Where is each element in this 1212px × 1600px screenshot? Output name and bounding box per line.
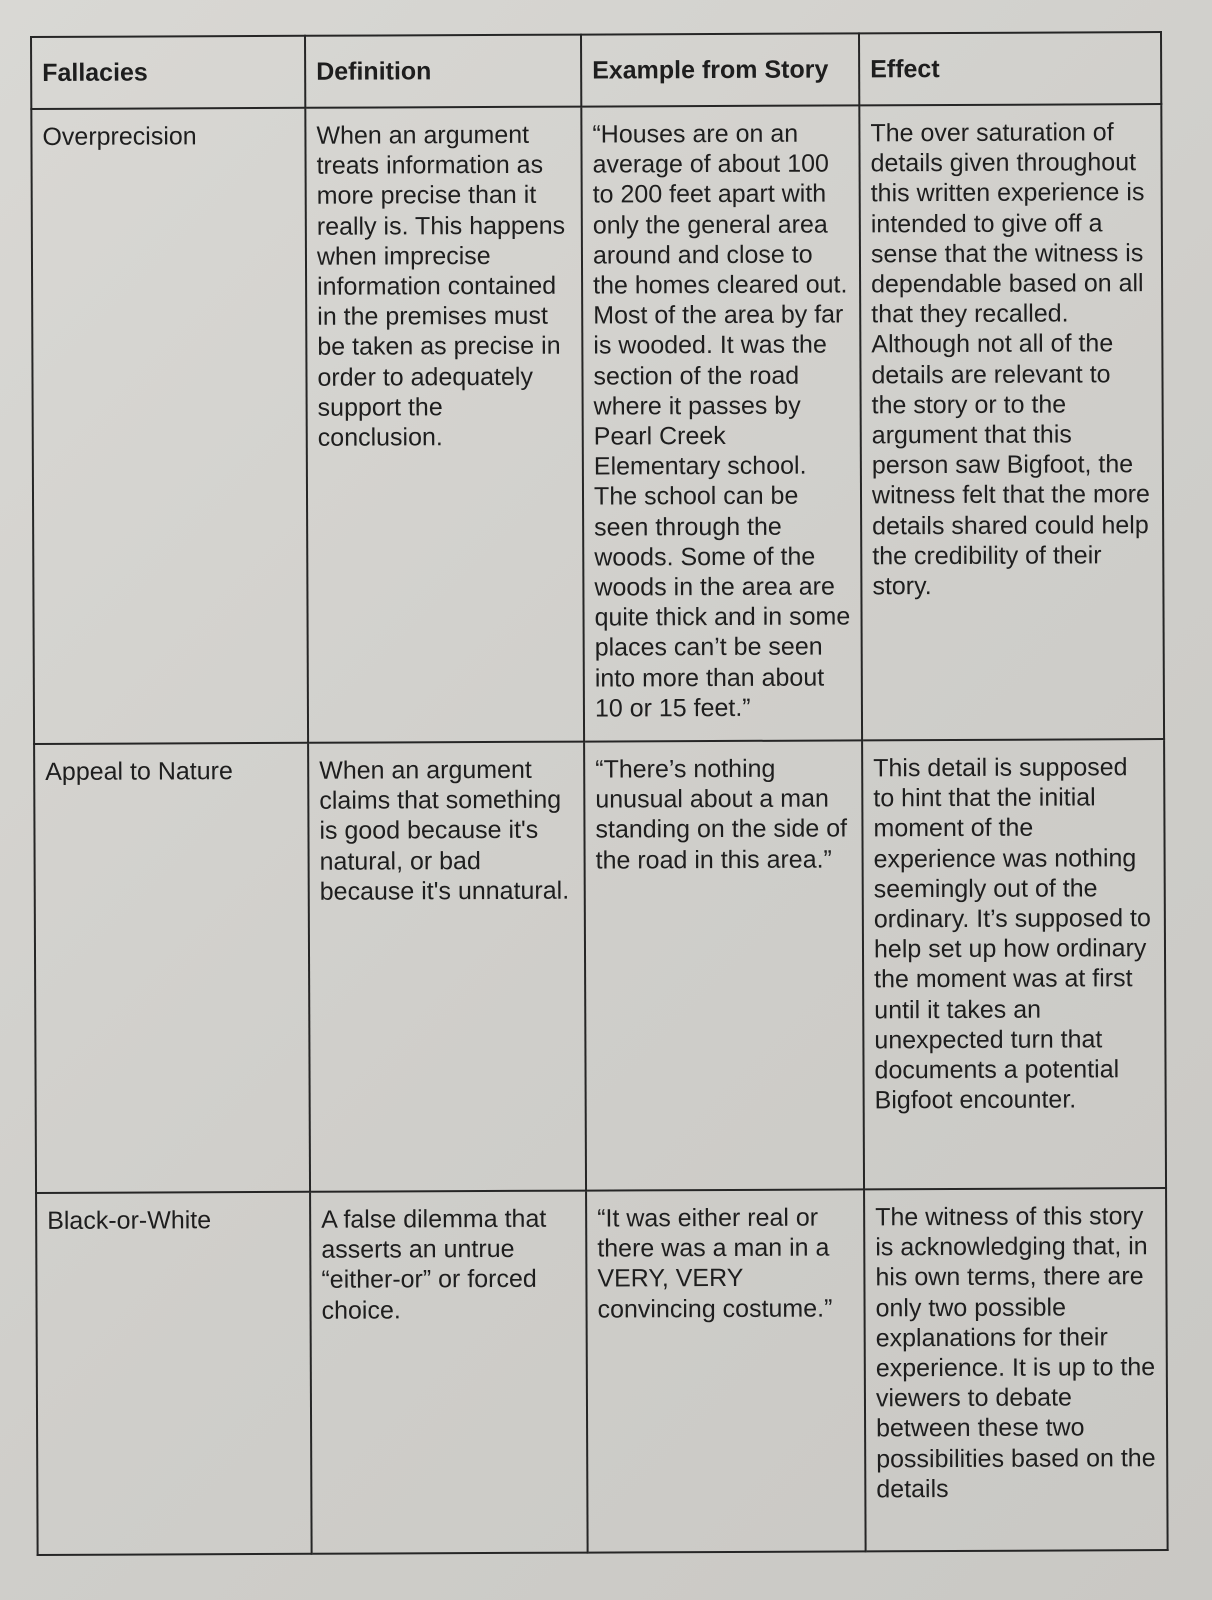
- document-page: [30, 36, 1160, 1556]
- effect-cell: The witness of this story is acknowledging that, in his own terms, there are only two possible explanations for their experience. It is up to the viewers to debate between these two possibilities based on the details: [864, 1188, 1168, 1551]
- table-row: [34, 739, 1166, 1193]
- header-fallacies: Fallacies: [31, 36, 305, 109]
- effect-cell: This detail is supposed to hint that the initial moment of the experience was nothing seemingly out of the ordinary. It’s supposed to help set up how ordinary the moment was at first until it takes an unexpected turn that documents a potential Bigfoot encounter.: [862, 739, 1166, 1189]
- example-cell: “It was either real or there was a man in a VERY, VERY convincing costume.”: [586, 1189, 866, 1552]
- header-definition: Definition: [305, 35, 581, 108]
- table-header-row: [31, 32, 1161, 109]
- definition-cell: When an argument claims that something is good because it's natural, or bad because it's unnatural.: [308, 742, 586, 1192]
- fallacy-name-cell: Overprecision: [31, 108, 308, 744]
- fallacies-table: [30, 31, 1169, 1556]
- example-cell: “Houses are on an average of about 100 to 200 feet apart with only the general area around and close to the homes cleared out. Most of the area by far is wooded. It was the section of the road where it passes by Pearl Creek Elementary school. The school can be seen through the woods. Some of the woods in the area are quite thick and in some places can’t be seen into more than about 10 or 15 feet.”: [581, 105, 862, 741]
- definition-cell: When an argument treats information as more precise than it really is. This happens when imprecise information contained in the premises must be taken as precise in order to adequately support the conclusion.: [305, 107, 584, 743]
- example-cell: “There’s nothing unusual about a man standing on the side of the road in this area.”: [584, 740, 864, 1190]
- table-row: [36, 1188, 1168, 1555]
- header-example: Example from Story: [581, 33, 859, 106]
- effect-cell: The over saturation of details given throughout this written experience is intended to give off a sense that the witness is dependable based on all that they recalled. Although not all of the details are relevant to the story or to the argument that this person saw Bigfoot, the witness felt that the more details shared could help the credibility of their story.: [859, 104, 1164, 740]
- table-row: [31, 104, 1164, 744]
- fallacy-name-cell: Appeal to Nature: [34, 743, 310, 1193]
- fallacy-name-cell: Black-or-White: [36, 1192, 312, 1555]
- header-effect: Effect: [859, 32, 1161, 105]
- definition-cell: A false dilemma that asserts an untrue “either-or” or forced choice.: [310, 1191, 588, 1554]
